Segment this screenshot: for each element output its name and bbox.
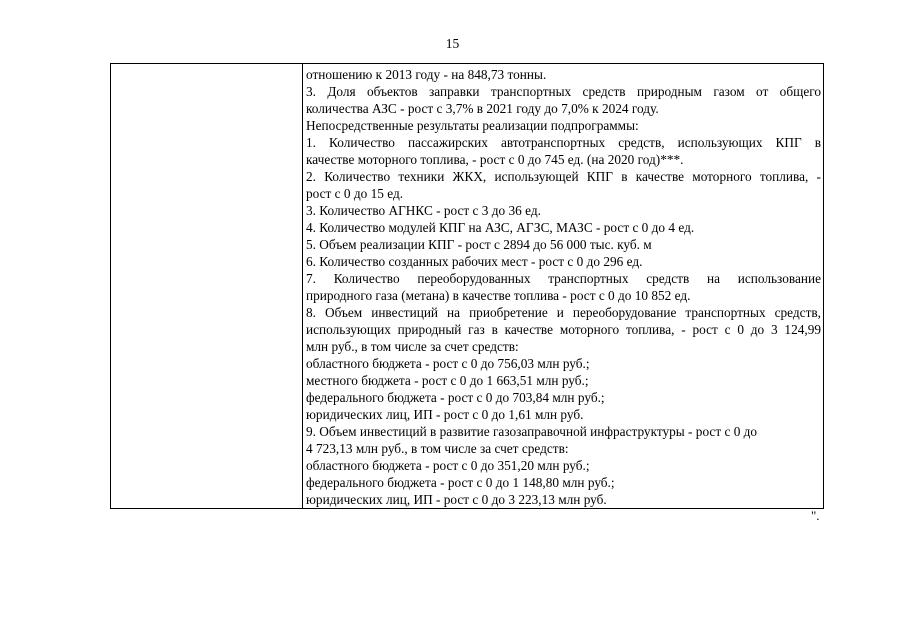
text-line: количества АЗС - рост с 3,7% в 2021 году до 7,0% к 2024 году. [306, 101, 659, 116]
text-line: 6. Количество созданных рабочих мест - рост с 0 до 296 ед. [306, 254, 643, 269]
document-table [110, 63, 824, 509]
text-line: местного бюджета - рост с 0 до 1 663,51 млн руб.; [306, 373, 589, 388]
text-line: 4. Количество модулей КПГ на АЗС, АГЗС, МАЗС - рост с 0 до 4 ед. [306, 220, 695, 235]
text-line: 5. Объем реализации КПГ - рост с 2894 до 56 000 тыс. куб. м [306, 237, 652, 252]
table-cell-right [303, 64, 824, 509]
text-line: 8. Объем инвестиций на приобретение и переоборудование транспортных средств, [306, 305, 821, 320]
text-line: 3. Доля объектов заправки транспортных средств природным газом от общего [306, 84, 821, 99]
text-line: рост с 0 до 15 ед. [306, 186, 404, 201]
indicators-text [306, 66, 821, 508]
text-line: качестве моторного топлива, - рост с 0 до 745 ед. (на 2020 год)***. [306, 152, 684, 167]
text-line: 7. Количество переоборудованных транспортных средств на использование [306, 271, 821, 286]
text-line: областного бюджета - рост с 0 до 351,20 млн руб.; [306, 458, 590, 473]
page-number: 15 [445, 36, 460, 51]
text-line: природного газа (метана) в качестве топлива - рост с 0 до 10 852 ед. [306, 288, 691, 303]
text-line: Непосредственные результаты реализации подпрограммы: [306, 118, 639, 133]
text-line: 2. Количество техники ЖКХ, использующей КПГ в качестве моторного топлива, - [306, 169, 821, 184]
text-line: юридических лиц, ИП - рост с 0 до 3 223,13 млн руб. [306, 492, 607, 507]
text-line: 1. Количество пассажирских автотранспортных средств, использующих КПГ в [306, 135, 821, 150]
table-cell-left [111, 64, 303, 509]
text-line: 3. Количество АГНКС - рост с 3 до 36 ед. [306, 203, 541, 218]
text-line: млн руб., в том числе за счет средств: [306, 339, 519, 354]
table-row [111, 64, 824, 509]
text-line: 4 723,13 млн руб., в том числе за счет средств: [306, 441, 569, 456]
text-line: областного бюджета - рост с 0 до 756,03 млн руб.; [306, 356, 590, 371]
text-line: использующих природный газ в качестве моторного топлива, - рост с 0 до 3 124,99 [306, 322, 821, 337]
text-line: юридических лиц, ИП - рост с 0 до 1,61 млн руб. [306, 407, 584, 422]
text-line: федерального бюджета - рост с 0 до 703,84 млн руб.; [306, 390, 605, 405]
text-line: федерального бюджета - рост с 0 до 1 148,80 млн руб.; [306, 475, 615, 490]
closing-quote-mark: ". [811, 508, 820, 523]
text-line: отношению к 2013 году - на 848,73 тонны. [306, 67, 547, 82]
text-line: 9. Объем инвестиций в развитие газозаправочной инфраструктуры - рост с 0 до [306, 424, 758, 439]
